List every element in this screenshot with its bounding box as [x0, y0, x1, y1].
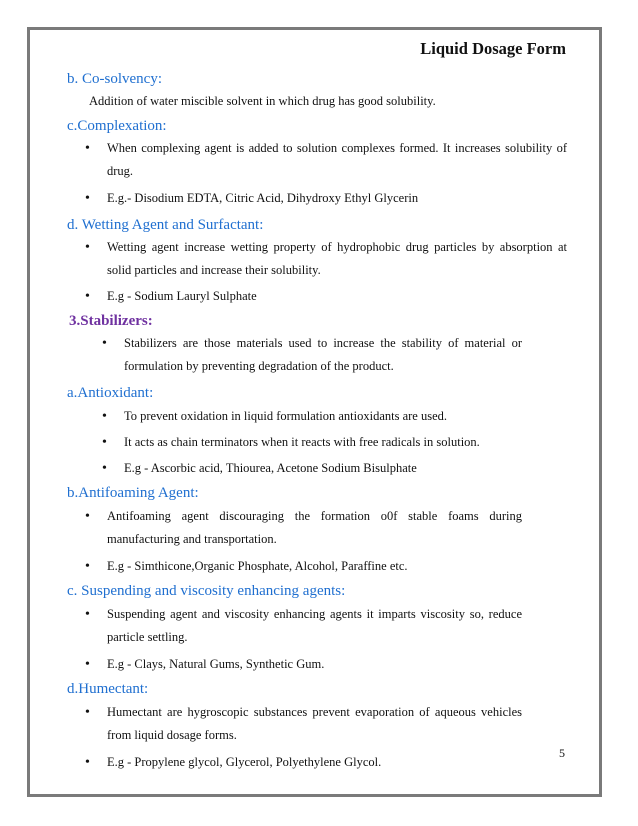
page-content — [67, 70, 567, 774]
heading-antioxidant: a.Antioxidant: — [67, 385, 154, 401]
list-item: • Suspending agent and viscosity enhancing agents it imparts viscosity so, reduce particle settling. — [85, 607, 522, 644]
heading-cosolvency: b. Co-solvency: — [67, 71, 162, 87]
list-item: • Wetting agent increase wetting property of hydrophobic drug particles by absorption at solid particles and increase their solubility. — [85, 240, 567, 277]
list-item: • It acts as chain terminators when it reacts with free radicals in solution. — [102, 435, 480, 450]
wetting-list — [67, 236, 567, 308]
antifoaming-list — [67, 505, 522, 578]
section-humectant — [67, 680, 567, 774]
antioxidant-list — [67, 405, 567, 480]
section-antifoaming — [67, 484, 567, 578]
heading-humectant: d.Humectant: — [67, 681, 149, 697]
heading-wetting: d. Wetting Agent and Surfactant: — [67, 217, 264, 233]
list-item: • Stabilizers are those materials used to increase the stability of material or formulation by preventing degradation of the product. — [102, 336, 522, 373]
list-item: • To prevent oxidation in liquid formulation antioxidants are used. — [102, 409, 448, 424]
list-item: • Antifoaming agent discouraging the formation o0f stable foams during manufacturing and transportation. — [85, 509, 522, 546]
section-stabilizers — [67, 312, 567, 378]
heading-antifoaming: b.Antifoaming Agent: — [67, 485, 199, 501]
section-antioxidant — [67, 384, 567, 480]
cosolvency-text: Addition of water miscible solvent in which drug has good solubility. — [89, 94, 436, 108]
page-header-title: Liquid Dosage Form — [420, 39, 566, 58]
list-item: • E.g - Sodium Lauryl Sulphate — [85, 289, 257, 304]
heading-complexation: c.Complexation: — [67, 118, 167, 134]
complexation-list — [67, 137, 567, 210]
heading-suspending: c. Suspending and viscosity enhancing agents: — [67, 583, 346, 599]
section-complexation — [67, 117, 567, 210]
suspending-list — [67, 603, 522, 676]
heading-stabilizers: 3.Stabilizers: — [69, 313, 153, 329]
list-item: • Humectant are hygroscopic substances prevent evaporation of aqueous vehicles from liquid dosage forms. — [85, 705, 522, 742]
section-suspending — [67, 582, 567, 676]
list-item: • E.g - Propylene glycol, Glycerol, Polyethylene Glycol. — [85, 755, 382, 770]
list-item: • E.g - Clays, Natural Gums, Synthetic Gum. — [85, 657, 325, 672]
page-number: 5 — [559, 746, 565, 760]
humectant-list — [67, 701, 522, 774]
list-item: • When complexing agent is added to solution complexes formed. It increases solubility of drug. — [85, 141, 567, 178]
list-item: • E.g - Ascorbic acid, Thiourea, Acetone Sodium Bisulphate — [102, 461, 417, 476]
list-item: • E.g.- Disodium EDTA, Citric Acid, Dihydroxy Ethyl Glycerin — [85, 191, 419, 206]
section-wetting — [67, 216, 567, 308]
stabilizers-list — [67, 332, 522, 378]
list-item: • E.g - Simthicone,Organic Phosphate, Alcohol, Paraffine etc. — [85, 559, 408, 574]
section-cosolvency — [67, 70, 567, 110]
